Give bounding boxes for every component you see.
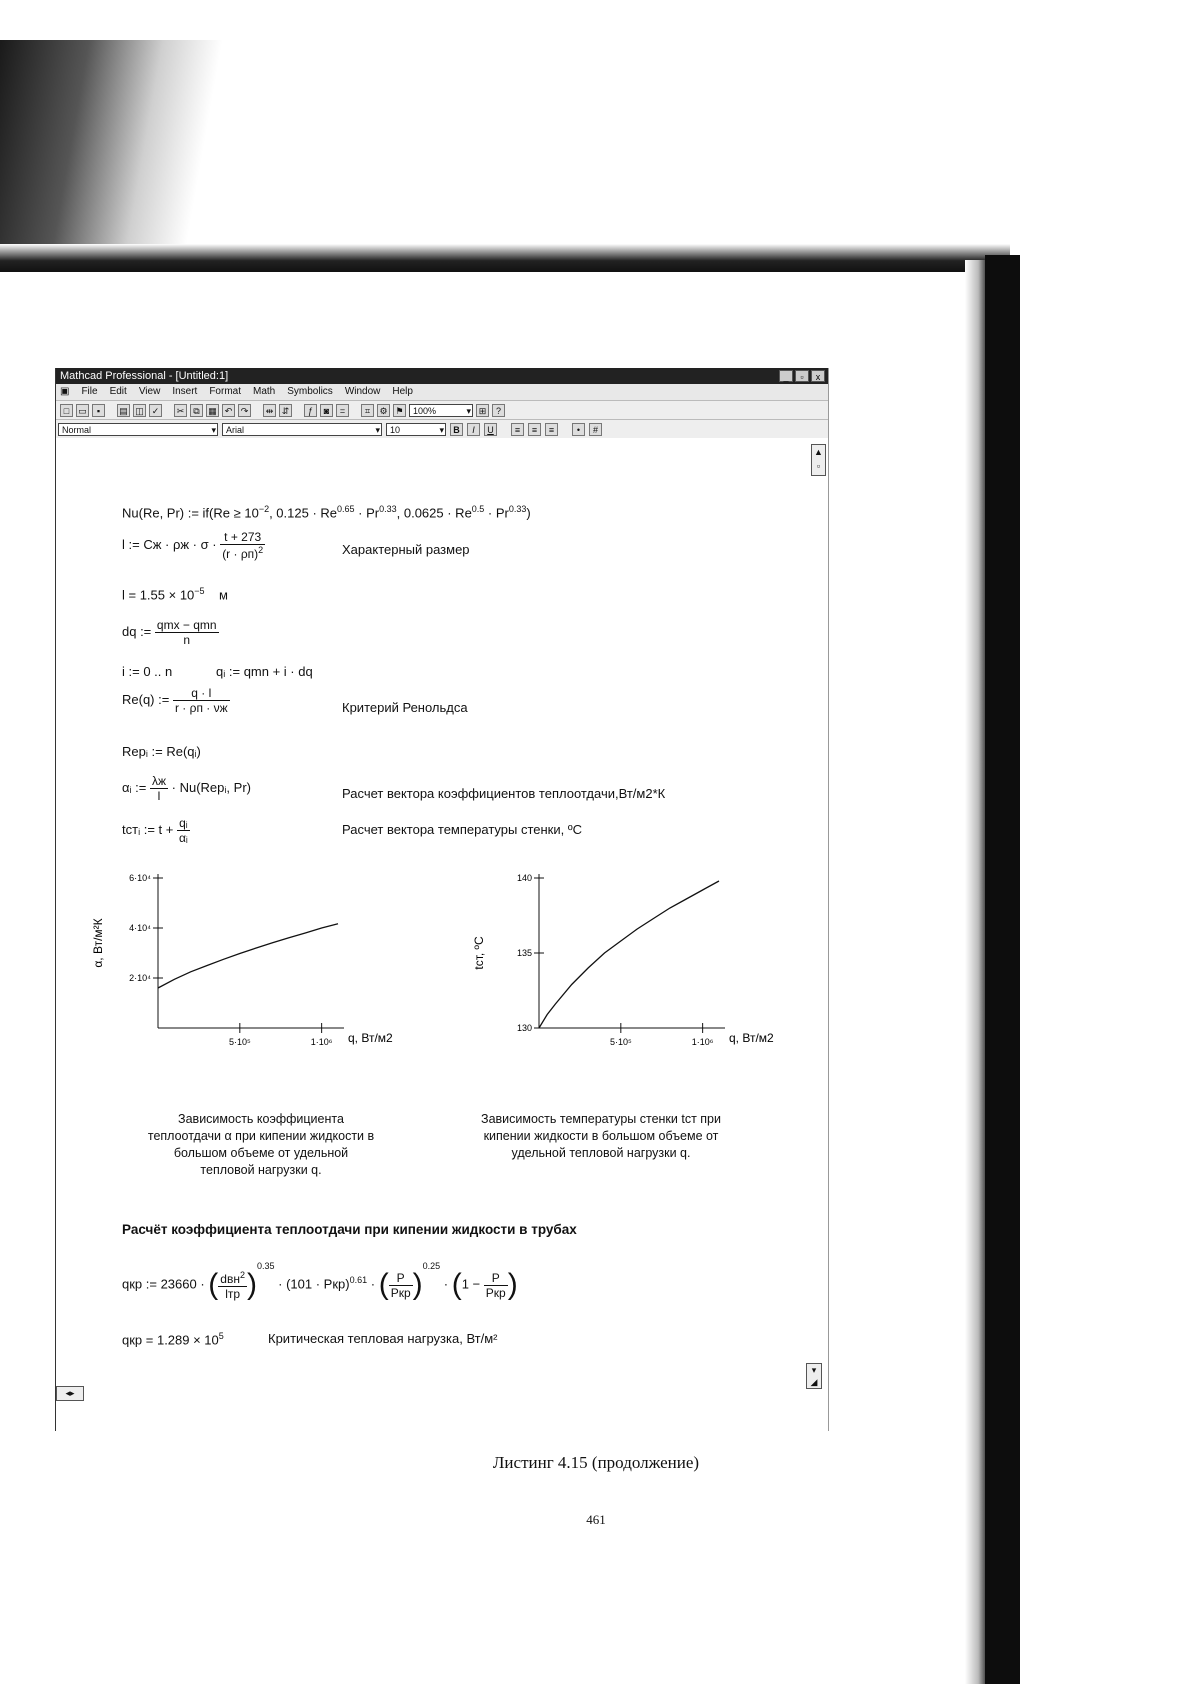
- font-size-select[interactable]: 10 ▾: [386, 423, 446, 436]
- calculate-icon[interactable]: =: [336, 404, 349, 417]
- x-tick-label: 1·10⁶: [691, 1037, 714, 1047]
- section-title: Расчёт коэффициента теплоотдачи при кипении жидкости в трубах: [122, 1222, 577, 1237]
- menu-window[interactable]: Window: [344, 386, 381, 397]
- menu-file[interactable]: File: [81, 386, 98, 397]
- tst-note: Расчет вектора температуры стенки, ºС: [342, 822, 582, 837]
- resource-icon[interactable]: ⚑: [393, 404, 406, 417]
- re-note: Критерий Ренольдса: [342, 700, 468, 715]
- align-right-icon[interactable]: ≡: [545, 423, 558, 436]
- redo-icon[interactable]: ↷: [238, 404, 251, 417]
- menu-symbolics[interactable]: Symbolics: [287, 386, 333, 397]
- zoom-select[interactable]: 100% ▾: [409, 404, 473, 417]
- component-icon[interactable]: ⚙: [377, 404, 390, 417]
- tst-definition: tстᵢ := t + $\frac{\text{qᵢ}}{\text{αᵢ}}$: [122, 816, 188, 845]
- formatting-toolbar: [56, 420, 828, 439]
- title-bar: [56, 368, 828, 384]
- series-line: [539, 881, 719, 1028]
- y-tick-label: 135: [516, 948, 532, 958]
- dq-definition: dq := $\frac{\text{qmx − qmn}}{n}$: [122, 618, 217, 647]
- y-tick-label: 140: [516, 873, 532, 883]
- save-icon[interactable]: ▪: [92, 404, 105, 417]
- y-axis-label: tст, ºС: [472, 936, 486, 970]
- qkr-value: qкр = $1.289 \times 10^5$: [122, 1331, 224, 1348]
- print-preview-icon[interactable]: ◫: [133, 404, 146, 417]
- range-definition: i := 0 .. n: [122, 664, 173, 679]
- scroll-down-icon[interactable]: ▾ ◢: [806, 1363, 822, 1389]
- help-icon[interactable]: ?: [492, 404, 505, 417]
- window-title: Mathcad Professional - [Untitled:1]: [60, 370, 229, 382]
- align-across-icon[interactable]: ⇹: [263, 404, 276, 417]
- close-button[interactable]: x: [811, 370, 825, 382]
- qkr-definition: qкр := 23660 · ( $\frac{dвн^2}{\text{lтр}}$ )$^{0.35}$ · (101 · Ркр)$^{0.61}$ · ( $\frac{P}{\text{Pкр}}$ )$^{0.25}$ · (1 − $\frac{P}{\text{Pкр}}$ ): [122, 1261, 518, 1301]
- italic-icon[interactable]: I: [467, 423, 480, 436]
- y-tick-label: 2·10⁴: [129, 973, 151, 983]
- listing-caption: Листинг 4.15 (продолжение): [492, 1453, 700, 1472]
- y-tick-label: 130: [516, 1023, 532, 1033]
- align-left-icon[interactable]: ≡: [511, 423, 524, 436]
- open-icon[interactable]: ▭: [76, 404, 89, 417]
- style-select[interactable]: Normal ▾: [58, 423, 218, 436]
- y-axis-label: α, Вт/м²К: [91, 918, 105, 968]
- alpha-chart-caption: Зависимость коэффициента теплоотдачи α при кипении жидкости в большом объеме от удельной тепловой нагрузки q.: [147, 1112, 375, 1177]
- scan-shadow-top: [0, 244, 1010, 272]
- wall-temperature-chart: [421, 868, 796, 1068]
- x-axis-label: q, Вт/м2: [729, 1031, 774, 1045]
- nu-definition: Nu(Re, Pr) := $if(Re \ge 10^{-2}$, $0.125 \cdot Re^{0.65} \cdot Pr^{0.33}$, $0.0625 \cdot Re^{0.5} \cdot Pr^{0.33}$): [122, 504, 531, 521]
- qkr-note: Критическая тепловая нагрузка, Вт/м²: [268, 1331, 498, 1346]
- document-icon[interactable]: ▣: [60, 386, 70, 397]
- scroll-up-icon[interactable]: ▲ ▫: [811, 444, 826, 476]
- y-tick-label: 4·10⁴: [129, 923, 151, 933]
- l-value: $l = 1.55 \times 10^{-5}$ м: [122, 586, 228, 603]
- l-note: Характерный размер: [342, 542, 470, 557]
- x-tick-label: 5·10⁵: [609, 1037, 632, 1047]
- restore-button[interactable]: ▫: [795, 370, 809, 382]
- new-icon[interactable]: □: [60, 404, 73, 417]
- insert-function-icon[interactable]: ƒ: [304, 404, 317, 417]
- x-axis-label: q, Вт/м2: [348, 1031, 393, 1045]
- temperature-chart-caption: Зависимость температуры стенки tст при кипении жидкости в большом объеме от удельной тепловой нагрузки q.: [481, 1112, 721, 1160]
- resources-icon[interactable]: ⊞: [476, 404, 489, 417]
- insert-unit-icon[interactable]: ◙: [320, 404, 333, 417]
- menu-insert[interactable]: Insert: [172, 386, 198, 397]
- menu-edit[interactable]: Edit: [109, 386, 127, 397]
- bullets-icon[interactable]: •: [572, 423, 585, 436]
- scroll-left-icon[interactable]: ◂▸: [56, 1386, 84, 1401]
- rep-definition: Repᵢ := Re(qᵢ): [122, 744, 201, 759]
- l-definition: l := Cж · ρж · σ · $\frac{t + 273}{(r \cdot \rho п)^2}$: [122, 530, 264, 561]
- menu-format[interactable]: Format: [209, 386, 241, 397]
- align-down-icon[interactable]: ⇵: [279, 404, 292, 417]
- copy-icon[interactable]: ⧉: [190, 404, 203, 417]
- series-line: [158, 924, 338, 988]
- menu-view[interactable]: View: [138, 386, 161, 397]
- undo-icon[interactable]: ↶: [222, 404, 235, 417]
- spell-check-icon[interactable]: ✓: [149, 404, 162, 417]
- standard-toolbar: [56, 401, 828, 420]
- underline-icon[interactable]: U: [484, 423, 497, 436]
- y-tick-label: 6·10⁴: [129, 873, 151, 883]
- worksheet[interactable]: [56, 438, 828, 1431]
- alpha-chart: [86, 868, 426, 1068]
- alpha-definition: αᵢ := $\frac{\lambda ж}{l}$ · Nu(Repᵢ, Pr): [122, 774, 251, 803]
- alpha-note: Расчет вектора коэффициентов теплоотдачи,Вт/м2*К: [342, 786, 666, 801]
- insert-graph-icon[interactable]: ⌗: [361, 404, 374, 417]
- menu-help[interactable]: Help: [392, 386, 413, 397]
- paste-icon[interactable]: ▦: [206, 404, 219, 417]
- scan-shadow-corner: [0, 40, 260, 250]
- menu-math[interactable]: Math: [253, 386, 276, 397]
- q-vector-definition: qᵢ := qmn + i · dq: [216, 664, 313, 679]
- bold-icon[interactable]: B: [450, 423, 463, 436]
- font-select[interactable]: Arial ▾: [222, 423, 382, 436]
- cut-icon[interactable]: ✂: [174, 404, 187, 417]
- numbering-icon[interactable]: #: [589, 423, 602, 436]
- print-icon[interactable]: ▤: [117, 404, 130, 417]
- align-center-icon[interactable]: ≡: [528, 423, 541, 436]
- x-tick-label: 5·10⁵: [228, 1037, 251, 1047]
- menu-bar: [56, 384, 828, 401]
- re-definition: Re(q) := $\frac{q \cdot l}{r \cdot \rho п \cdot \nu ж}$: [122, 686, 228, 715]
- minimize-button[interactable]: _: [779, 370, 793, 382]
- page-number: 461: [586, 1512, 606, 1527]
- x-tick-label: 1·10⁶: [310, 1037, 333, 1047]
- mathcad-window: [55, 368, 829, 1431]
